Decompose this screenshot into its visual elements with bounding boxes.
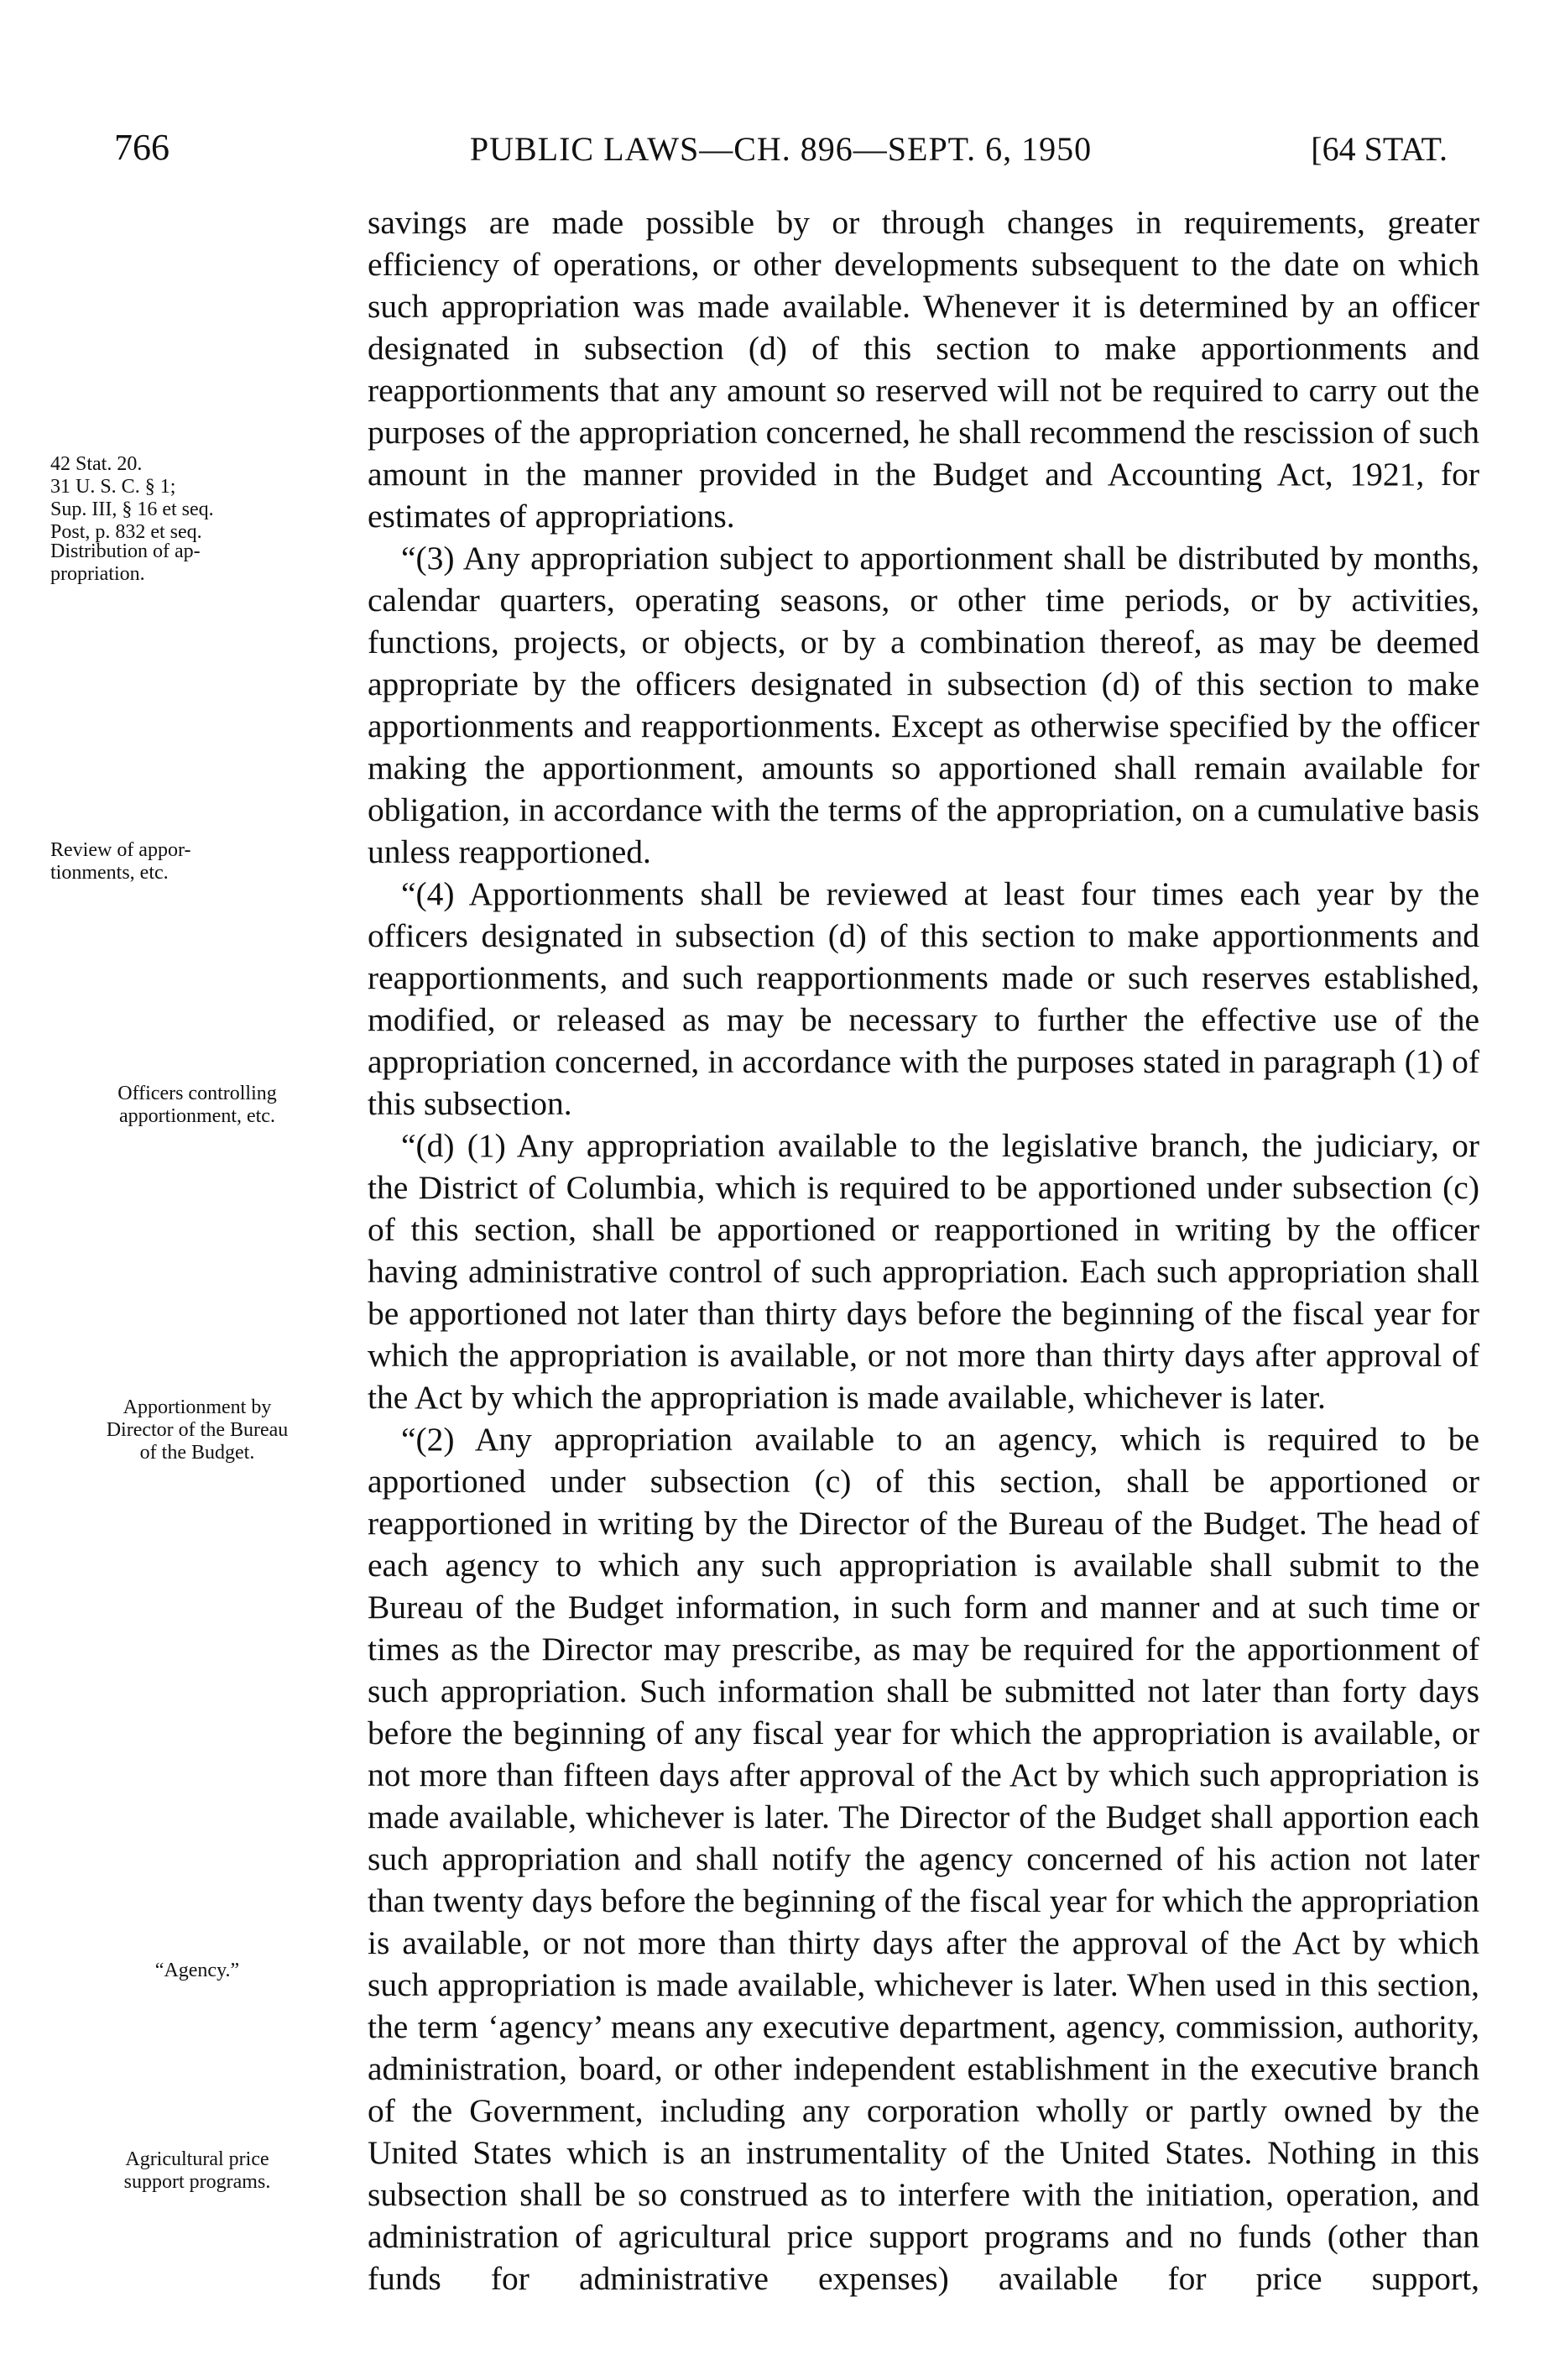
margin-note-line: Distribution of ap- [50, 540, 201, 562]
margin-note-line: Apportionment by [123, 1396, 272, 1418]
margin-note-distribution [50, 540, 344, 586]
margin-note-line: Sup. III, § 16 et seq. [50, 498, 214, 520]
margin-note-line: 31 U. S. C. § 1; [50, 476, 176, 498]
margin-note-line: Review of appor- [50, 839, 191, 861]
margin-note-line: of the Budget. [139, 1442, 255, 1464]
body-text [368, 201, 1479, 2299]
margin-note-line: 42 Stat. 20. [50, 453, 143, 475]
margin-note-agency [50, 1960, 344, 1982]
page-number: 766 [114, 127, 170, 168]
volume-reference: [64 STAT. [1311, 130, 1448, 168]
margin-note-line: Agricultural price [125, 2148, 269, 2170]
margin-note-apportionment-director [50, 1396, 344, 1464]
margin-note-agricultural [50, 2148, 344, 2194]
margin-note-line: support programs. [123, 2171, 271, 2193]
margin-note-line: Officers controlling [117, 1083, 277, 1104]
paragraph-d2-agency: “(2) Any appropriation available to an agency, which is required to be apportioned under subsection (c) of this section, shall be apportioned or reapportioned in writing by the Director of the Bureau of the Budget. The head of each agency to which any such appropriation is available shall submit to the Bureau of the Budget information, in such form and manner and at such time or times as the Director may prescribe, as may be required for the apportionment of such appropriation. Such information shall be submitted not later than forty days before the beginning of any fiscal year for which the appropriation is available, or not more than fifteen days after approval of the Act by which such appropriation is made available, whichever is later. The Director of the Budget shall apportion each such appropriation and shall notify the agency concerned of his action not later than twenty days before the beginning of the fiscal year for which the appropriation is available, or not more than thirty days after the approval of the Act by which such appropriation is made available, whichever is later. When used in this section, the term ‘agency’ means any executive department, agency, commission, authority, administration, board, or other independent establishment in the executive branch of the Government, including any corporation wholly or partly owned by the United States which is an instrumentality of the United States. Nothing in this subsection shall be so construed as to interfere with the initiation, operation, and administration of agricultural price support programs and no funds (other than funds for administrative expenses) available for price support, [368, 1421, 1479, 2297]
paragraph-4-review: “(4) Apportionments shall be reviewed at least four times each year by the officers designated in subsection (d) of this section to make apportionments and reapportionments, and such reapportionments made or such reserves established, modified, or released as may be necessary to further the effective use of the appropriation concerned, in accordance with the purposes stated in paragraph (1) of this subsection. [368, 875, 1479, 1122]
paragraph-savings: savings are made possible by or through changes in requirements, greater efficiency of operations, or other developments subsequent to the date on which such appropriation was made available. Whenever it is determined by an officer designated in subsection (d) of this section to make apportionments and reapportionments that any amount so reserved will not be required to carry out the purposes of the appropriation concerned, he shall recommend the rescission of such amount in the manner provided in the Budget and Accounting Act, 1921, for estimates of appropriations. [368, 204, 1479, 535]
paragraph-3-distribution: “(3) Any appropriation subject to apportionment shall be distributed by months, calendar quarters, operating seasons, or other time periods, or by activities, functions, projects, or objects, or by a combination thereof, as may be deemed appropriate by the officers designated in subsection (d) of this section to make apportionments and reapportionments. Except as otherwise specified by the officer making the apportionment, amounts so apportioned shall remain available for obligation, in accordance with the terms of the appropriation, on a cumulative basis unless reapportioned. [368, 540, 1479, 870]
margin-note-line: apportionment, etc. [119, 1105, 275, 1127]
page-header [114, 126, 1448, 176]
margin-note-officers [50, 1083, 344, 1128]
margin-note-line: Director of the Bureau [106, 1419, 289, 1441]
margin-note-line: propriation. [50, 563, 145, 585]
margin-note-line: Post, p. 832 et seq. [50, 521, 202, 543]
margin-note-line: “Agency.” [154, 1960, 240, 1981]
margin-note-citation [50, 453, 344, 544]
margin-note-line: tionments, etc. [50, 862, 169, 884]
margin-note-review [50, 839, 344, 885]
running-title: PUBLIC LAWS—CH. 896—SEPT. 6, 1950 [469, 130, 1093, 168]
paragraph-d1-legislative: “(d) (1) Any appropriation available to the legislative branch, the judiciary, or the District of Columbia, which is required to be apportioned under subsection (c) of this section, shall be apportioned or reapportioned in writing by the officer having administrative control of such appropriation. Each such appropriation shall be apportioned not later than thirty days before the beginning of the fiscal year for which the appropriation is available, or not more than thirty days after approval of the Act by which the appropriation is made available, whichever is later. [368, 1127, 1479, 1416]
